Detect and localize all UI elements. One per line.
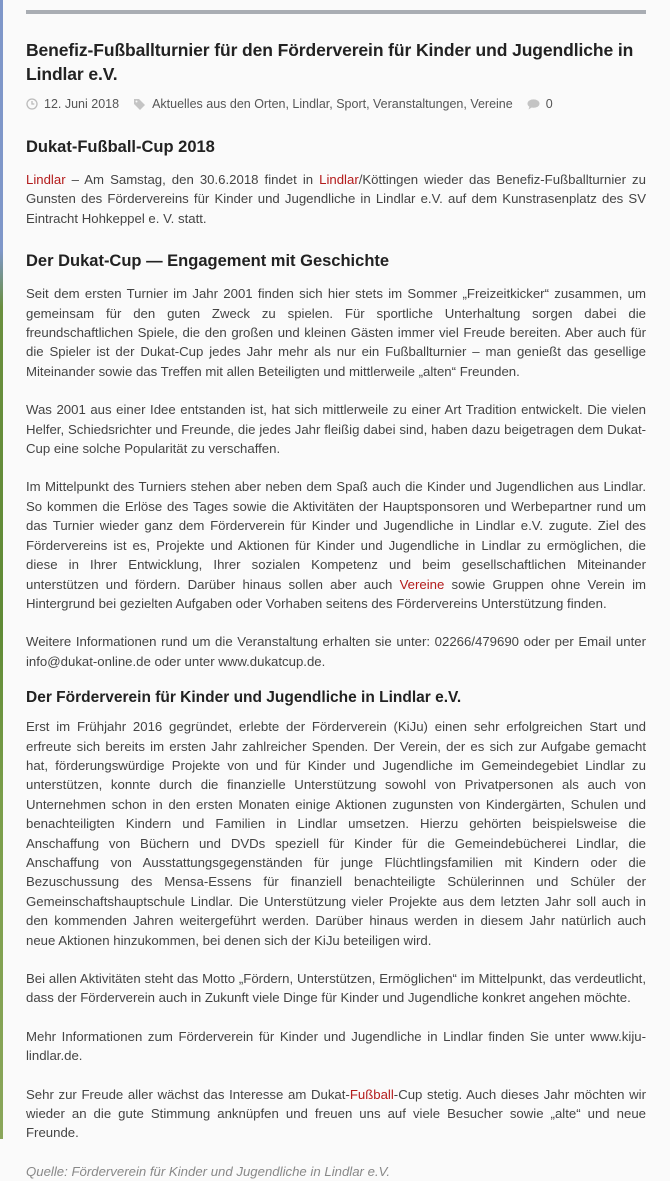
link-vereine[interactable]: Vereine: [399, 576, 445, 592]
heading-engagement: Der Dukat-Cup — Engagement mit Geschichte: [26, 252, 390, 271]
paragraph-closing: [26, 1085, 646, 1143]
article: [26, 0, 646, 1181]
window-edge: [0, 0, 3, 1139]
text: /Köttingen wieder das Benefiz-Fußballturnier zu Gunsten des Fördervereins für Kinder und Jugendliche in Lindlar e.V. auf dem Kunstrasenplatz des SV Eintracht Hohkeppel e. V. statt.: [26, 172, 646, 226]
text: -Cup stetig. Auch dieses Jahr möchten wir wieder an die gute Stimmung anknüpfen und freuen uns auf viele Besucher sowie „alte“ und neue Freunde.: [26, 1086, 647, 1141]
tag-icon: [133, 98, 146, 110]
paragraph-tradition: Was 2001 aus einer Idee entstanden ist, hat sich mittlerweile zu einer Art Tradition entwickelt. Die vielen Helfer, Schiedsrichter und Freunde, die jedes Jahr fleißig dabei sind, haben dazu beigetragen dem Dukat-Cup eine solche Popularität zu verschaffen.: [26, 402, 646, 457]
paragraph-motto: Bei allen Aktivitäten steht das Motto „Fördern, Unterstützen, Ermöglichen“ im Mittelpunkt, das verdeutlicht, dass der Förderverein auch in Zukunft viele Dinge für Kinder und Jugendliche konkret angehen möchte.: [26, 971, 646, 1006]
paragraph-kiju: Erst im Frühjahr 2016 gegründet, erlebte der Förderverein (KiJu) einen sehr erfolgreichen Start und erfreute sich bereits im ersten Jahr zahlreicher Spenden. Der Verein, der es sich zur Aufgabe gemacht hat, förderungswürdige Projekte von und für Kinder und Jugendliche im Gemeindegebiet Lindlar zu unterstützen, konnte durch die finanzielle Unterstützung sowohl von Privatpersonen als auch von Unternehmen schon in den ersten Monaten einige Aktionen zugunsten von Kindergärten, Schulen und benachteiligten Kindern und Familien in Lindlar umsetzen. Hierzu gehörten beispielsweise die Anschaffung von Büchern und DVDs speziell für Kinder für die Gemeindebücherei Lindlar, die Anschaffung von Ausstattungsgegenständen für junge Flüchtlingsfamilien mit Kindern oder die Bezuschussung des Mensa-Essens für finanziell benachteiligte Schülerinnen und Schüler der Gemeinschaftshauptschule Lindlar. Die Unterstützung vieler Projekte aus dem letzten Jahr soll auch in den kommenden Jahren weitergeführt werden. Darüber hinaus werden in diesem Jahr natürlich auch neue Aktionen hinzukommen, bei denen sich der KiJu beteiligen wird.: [26, 719, 646, 948]
paragraph-purpose: [26, 477, 646, 613]
heading-dukat-cup-2018: Dukat-Fußball-Cup 2018: [26, 138, 215, 156]
source-note: Quelle: Förderverein für Kinder und Jugendliche in Lindlar e.V.: [26, 1163, 391, 1179]
date-text: 12. Juni 2018: [44, 97, 120, 111]
text: Im Mittelpunkt des Turniers stehen aber neben dem Spaß auch die Kinder und Jugendlichen aus Lindlar. So kommen die Erlöse des Tages sowie die Aktivitäten der Hauptsponsoren und Werbepartner rund um das Turnier wieder ganz dem Förderverein für Kinder und Jugendliche in Lindlar e.V. zugute. Ziel des Fördervereins ist es, Projekte und Aktionen für Kinder und Jugendliche in Lindlar zu ermöglichen, die diese in Ihrer Entwicklung, Ihrer sozialen Kompetenz und beim gesellschaftlichen Miteinander unterstützen und fördern. Darüber hinaus sollen aber auch: [26, 479, 646, 592]
top-divider: [26, 10, 646, 14]
meta-comments[interactable]: [527, 97, 553, 111]
link-lindlar-2[interactable]: Lindlar: [319, 172, 359, 187]
heading-foerderverein: Der Förderverein für Kinder und Jugendliche in Lindlar e.V.: [26, 689, 462, 707]
text: Sehr zur Freude aller wächst das Interesse am Dukat-: [26, 1086, 350, 1102]
categories-links[interactable]: Aktuelles aus den Orten, Lindlar, Sport, Veranstaltungen, Vereine: [152, 97, 513, 111]
text: sowie Gruppen ohne Verein im Hintergrund bei gezielten Aufgaben oder Vorhaben seitens des Fördervereins Unterstützung finden.: [26, 576, 647, 611]
clock-icon: [26, 98, 38, 110]
paragraph-history: Seit dem ersten Turnier im Jahr 2001 finden sich hier stets im Sommer „Freizeitkicker“ zusammen, um gemeinsam für den guten Zweck zu spielen. Für sportliche Unterhaltung sorgen dabei die freundschaftlichen Spiele, die den großen und kleinen Gästen immer viel Freude bereiten. Aber auch für die Spieler ist der Dukat-Cup jedes Jahr mehr als nur ein Fußballturnier – man genießt das gesellige Miteinander sowie das Treffen mit allen Beteiligten und mittlerweile „alten“ Freunden.: [26, 286, 646, 379]
link-lindlar[interactable]: Lindlar: [26, 172, 66, 187]
text: – Am Samstag, den 30.6.2018 findet in: [65, 172, 320, 187]
meta-date: [26, 97, 119, 111]
paragraph-contact: Weitere Informationen rund um die Veranstaltung erhalten sie unter: 02266/479690 oder per Email unter info@dukat-online.de oder unter www.dukatcup.de.: [26, 634, 646, 669]
article-title: Benefiz-Fußballturnier für den Förderverein für Kinder und Jugendliche in Lindlar e.V.: [26, 40, 634, 84]
comment-count: 0: [545, 97, 553, 111]
paragraph-more-info: Mehr Informationen zum Förderverein für Kinder und Jugendliche in Lindlar finden Sie unter www.kiju-lindlar.de.: [26, 1028, 646, 1064]
meta-categories: [133, 97, 513, 111]
paragraph-intro: [26, 170, 646, 228]
comment-icon: [527, 99, 540, 110]
link-fussball[interactable]: Fußball: [349, 1086, 394, 1102]
article-meta: [26, 94, 646, 114]
